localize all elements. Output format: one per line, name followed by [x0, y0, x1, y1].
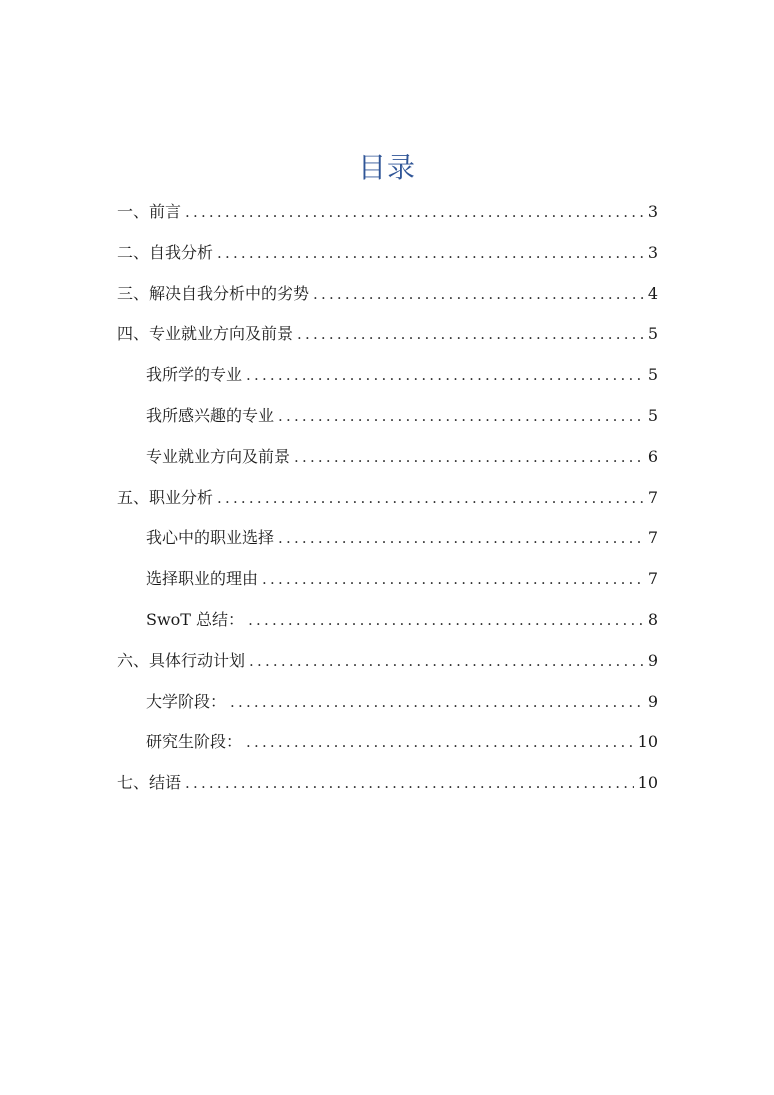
toc-entry-label: 研究生阶段：	[146, 732, 243, 752]
toc-entry-page: 7	[647, 528, 658, 548]
toc-entry-page: 10	[637, 732, 658, 752]
toc-entry[interactable]	[117, 478, 658, 519]
toc-dot-leader	[246, 722, 634, 763]
toc-entry-label: 四、专业就业方向及前景	[117, 324, 294, 344]
toc-subentry[interactable]	[117, 722, 658, 763]
toc-entry-label: 三、解决自我分析中的劣势	[117, 283, 310, 303]
toc-entry-page: 7	[647, 569, 658, 589]
toc-entry[interactable]	[117, 763, 658, 804]
toc-dot-leader	[217, 478, 644, 519]
toc-dot-leader	[313, 274, 644, 315]
toc-entry-page: 10	[637, 773, 658, 793]
toc-dot-leader	[278, 518, 644, 559]
toc-entry-label: 选择职业的理由	[146, 569, 259, 589]
toc-entry-page: 9	[647, 691, 658, 711]
toc-entry-label: 我心中的职业选择	[146, 528, 275, 548]
toc-entry[interactable]	[117, 641, 658, 682]
toc-entry-label: SwoT 总结：	[146, 609, 245, 629]
toc-subentry[interactable]	[117, 600, 658, 641]
toc-dot-leader	[230, 682, 644, 723]
toc-entry-label: 六、具体行动计划	[117, 650, 246, 670]
toc-subentry[interactable]	[117, 559, 658, 600]
toc-entry-label: 我所学的专业	[146, 365, 243, 385]
toc-entry-page: 3	[647, 202, 658, 221]
toc-entry-label: 大学阶段：	[146, 691, 227, 711]
toc-entry-label: 一、前言	[117, 202, 182, 221]
toc-entry-label: 五、职业分析	[117, 487, 214, 507]
toc-entry-label: 七、结语	[117, 773, 182, 793]
toc-entry[interactable]	[117, 192, 658, 233]
toc-entry-page: 9	[647, 650, 658, 670]
toc-subentry[interactable]	[117, 355, 658, 396]
toc-entry-label: 专业就业方向及前景	[146, 446, 291, 466]
toc-entry[interactable]	[117, 233, 658, 274]
toc-list	[117, 192, 658, 804]
toc-dot-leader	[278, 396, 644, 437]
toc-subentry[interactable]	[117, 518, 658, 559]
toc-entry-page: 5	[647, 405, 658, 425]
toc-entry-page: 5	[647, 324, 658, 344]
toc-entry-page: 8	[647, 609, 658, 629]
toc-dot-leader	[294, 437, 644, 478]
toc-dot-leader	[249, 641, 644, 682]
toc-subentry[interactable]	[117, 396, 658, 437]
toc-entry-page: 6	[647, 446, 658, 466]
toc-entry[interactable]	[117, 274, 658, 315]
toc-entry-page: 5	[647, 365, 658, 385]
toc-dot-leader	[185, 192, 644, 233]
toc-dot-leader	[217, 233, 644, 274]
toc-dot-leader	[262, 559, 644, 600]
toc-subentry[interactable]	[117, 682, 658, 723]
toc-entry-page: 7	[647, 487, 658, 507]
toc-entry-page: 4	[647, 283, 658, 303]
toc-dot-leader	[185, 763, 634, 804]
toc-entry-label: 我所感兴趣的专业	[146, 405, 275, 425]
toc-entry[interactable]	[117, 314, 658, 355]
toc-subentry[interactable]	[117, 437, 658, 478]
toc-dot-leader	[246, 355, 644, 396]
toc-title: 目录	[357, 151, 416, 184]
toc-dot-leader	[297, 314, 644, 355]
toc-dot-leader	[248, 600, 644, 641]
toc-entry-label: 二、自我分析	[117, 242, 214, 262]
toc-entry-page: 3	[647, 242, 658, 262]
